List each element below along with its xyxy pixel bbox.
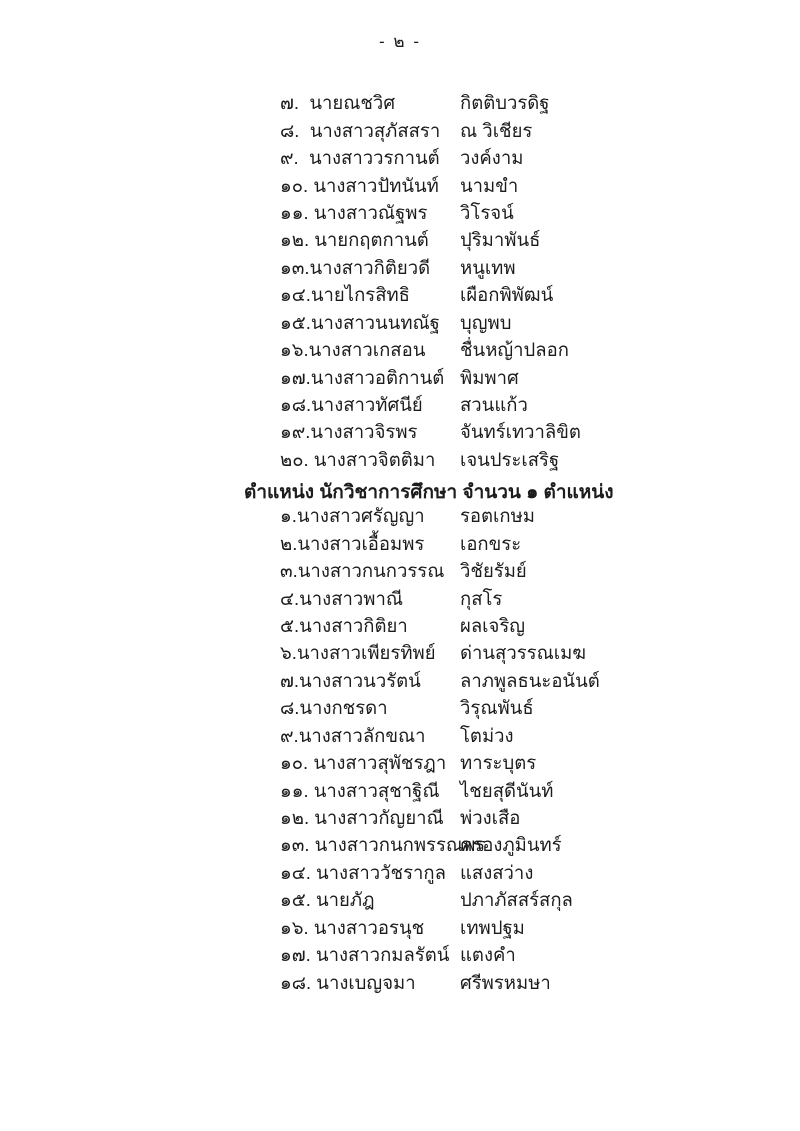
person-surname: หนูเทพ xyxy=(460,256,516,278)
person-number-name: ๑.นางสาวศรัญญา xyxy=(280,505,425,527)
person-number-name: ๑๗. นางสาวกมลรัตน์ xyxy=(280,944,450,966)
list-item xyxy=(280,145,770,172)
person-number-name: ๑๗.นางสาวอติกานต์ xyxy=(280,366,445,388)
list-item xyxy=(280,200,770,227)
person-surname: นามขำ xyxy=(460,174,519,196)
person-surname: กิตติบวรดิฐ xyxy=(460,92,550,114)
applicant-list-1 xyxy=(280,90,770,474)
person-surname: ลาภพูลธนะอนันต์ xyxy=(460,669,600,691)
person-surname: ด่านสุวรรณเมฆ xyxy=(460,642,587,664)
person-number-name: ๑๕.นางสาวนนทณัฐ xyxy=(280,311,440,333)
person-surname: ไชยสุดีนันท์ xyxy=(460,779,554,801)
person-number-name: ๑๓. นางสาวกนกพรรณพร xyxy=(280,834,486,856)
person-number-name: ๑๖. นางสาวอรนุช xyxy=(280,916,425,938)
list-item xyxy=(280,419,770,446)
person-surname: แสงสว่าง xyxy=(460,861,534,883)
person-number-name: ๑๘. นางเบญจมา xyxy=(280,971,416,993)
list-item xyxy=(280,915,770,942)
person-surname: ศรีพรหมษา xyxy=(460,971,551,993)
person-surname: แตงคำ xyxy=(460,944,516,966)
list-item xyxy=(280,750,770,777)
applicant-list-2 xyxy=(280,503,770,997)
person-surname: ครองภูมินทร์ xyxy=(460,834,562,856)
person-number-name: ๑๐. นางสาวปัทนันท์ xyxy=(280,174,439,196)
list-item xyxy=(280,117,770,144)
person-surname: วิรุณพันธ์ xyxy=(460,697,534,719)
person-surname: ผลเจริญ xyxy=(460,614,526,636)
list-item xyxy=(280,668,770,695)
person-surname: ปภาภัสสร์สกุล xyxy=(460,889,573,911)
person-number-name: ๑๑. นางสาวณัฐพร xyxy=(280,201,428,223)
person-number-name: ๒.นางสาวเอื้อมพร xyxy=(280,532,425,554)
list-item xyxy=(280,503,770,530)
person-surname: เจนประเสริฐ xyxy=(460,448,560,470)
list-item xyxy=(280,695,770,722)
list-item xyxy=(280,942,770,969)
person-number-name: ๓.นางสาวกนกวรรณ xyxy=(280,560,445,582)
person-surname: ปุริมาพันธ์ xyxy=(460,229,541,251)
person-surname: กุสโร xyxy=(460,587,503,609)
person-number-name: ๑๒. นางสาวกัญยาณี xyxy=(280,807,444,829)
person-number-name: ๘.นางกชรดา xyxy=(280,697,388,719)
list-item xyxy=(280,310,770,337)
person-surname: วงค์งาม xyxy=(460,147,524,169)
person-number-name: ๑๖.นางสาวเกสอน xyxy=(280,339,426,361)
person-number-name: ๕.นางสาวกิติยา xyxy=(280,614,408,636)
person-number-name: ๑๕. นายภัฎ xyxy=(280,889,375,911)
list-item xyxy=(280,530,770,557)
person-surname: บุญพบ xyxy=(460,311,512,333)
person-surname: วิชัยรัมย์ xyxy=(460,560,527,582)
person-number-name: ๑๓.นางสาวกิติยวดี xyxy=(280,256,431,278)
person-surname: เอกขระ xyxy=(460,532,522,554)
list-item xyxy=(280,640,770,667)
person-number-name: ๙. นางสาววรกานต์ xyxy=(280,147,440,169)
page-number: - ๒ - xyxy=(379,32,421,51)
person-surname: พ่วงเสือ xyxy=(460,807,521,829)
list-item xyxy=(280,832,770,859)
person-surname: รอตเกษม xyxy=(460,505,535,527)
list-item xyxy=(280,364,770,391)
person-surname: ทาระบุตร xyxy=(460,752,537,774)
person-surname: โตม่วง xyxy=(460,724,514,746)
person-surname: จันทร์เทวาลิขิต xyxy=(460,421,581,443)
section-heading: ตำแหน่ง นักวิชาการศึกษา จำนวน ๑ ตำแหน่ง xyxy=(244,482,614,503)
list-item xyxy=(280,90,770,117)
person-surname: สวนแก้ว xyxy=(460,394,528,416)
person-number-name: ๙.นางสาวลักขณา xyxy=(280,724,426,746)
list-item xyxy=(280,337,770,364)
list-item xyxy=(280,172,770,199)
list-item xyxy=(280,723,770,750)
person-number-name: ๑๒. นายกฤตกานต์ xyxy=(280,229,429,251)
person-surname: ณ วิเชียร xyxy=(460,119,533,141)
list-item xyxy=(280,887,770,914)
list-item xyxy=(280,282,770,309)
list-item xyxy=(280,227,770,254)
person-number-name: ๔.นางสาวพาณี xyxy=(280,587,404,609)
person-number-name: ๑๙.นางสาวจิรพร xyxy=(280,421,418,443)
list-item xyxy=(280,558,770,585)
person-surname: เผือกพิพัฒน์ xyxy=(460,284,554,306)
list-item xyxy=(280,969,770,996)
list-item xyxy=(280,255,770,282)
person-number-name: ๑๘.นางสาวทัศนีย์ xyxy=(280,394,423,416)
person-number-name: ๗.นางสาวนวรัตน์ xyxy=(280,669,421,691)
person-number-name: ๑๑. นางสาวสุชาฐิณี xyxy=(280,779,440,801)
person-number-name: ๒๐. นางสาวจิตติมา xyxy=(280,448,436,470)
list-item xyxy=(280,585,770,612)
person-number-name: ๖.นางสาวเพียรทิพย์ xyxy=(280,642,436,664)
list-item xyxy=(280,447,770,474)
list-item xyxy=(280,805,770,832)
list-item xyxy=(280,860,770,887)
person-surname: วิโรจน์ xyxy=(460,201,514,223)
list-item xyxy=(280,777,770,804)
list-item xyxy=(280,392,770,419)
person-surname: ชื่นหญ้าปลอก xyxy=(460,339,569,361)
person-surname: พิมพาศ xyxy=(460,366,519,388)
person-number-name: ๑๔.นายไกรสิทธิ xyxy=(280,284,410,306)
person-number-name: ๑๐. นางสาวสุพัชรฎา xyxy=(280,752,447,774)
person-number-name: ๑๔. นางสาววัชรากูล xyxy=(280,861,446,883)
person-number-name: ๘. นางสาวสุภัสสรา xyxy=(280,119,441,141)
person-number-name: ๗. นายณชวิศ xyxy=(280,92,396,114)
list-item xyxy=(280,613,770,640)
person-surname: เทพปฐม xyxy=(460,916,525,938)
